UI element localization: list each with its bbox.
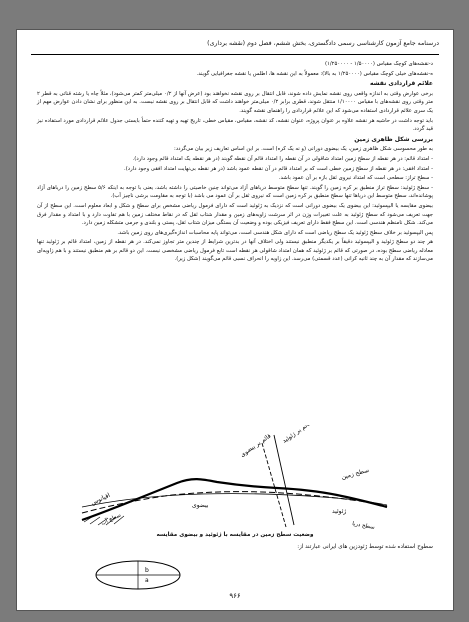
label-ocean: اقیانوس <box>89 491 112 507</box>
page-number: ۹۶۶ <box>229 592 241 600</box>
section-heading: بررسی شکل ظاهری زمین <box>354 135 433 143</box>
paragraph: برخی عوارض وقتی به اندازه واقعی روی نقشه نمایش داده شوند، قابل انتقال بر روی نقشه نخواهند بود (عرض آنها از ۰/۲ میلی‌متر کمتر می‌شود)، مثلاً چاه یا رشته قناتی به قطر ۲ متر وقتی روی نقشه‌های با مقیاس ۱/۱۰۰۰۰ منتقل شوند، قطری برابر ۰/۲ میلی‌متر خواهند داشت که قابل انتقال بر روی نقشه نیست. به این منظور برای نشان دادن عوارض مهم از یک سری علائم قراردادی استفاده می‌شود که این علائم قراردادی را راهنمای نقشه گویند. <box>37 90 433 114</box>
label-a: a <box>145 577 149 584</box>
figure-caption: وضعیت سطح زمین در مقایسه با ژئوئید و بیضوی مقایسه <box>156 532 314 538</box>
label-sea-level: سطح دریا <box>351 521 376 530</box>
ellipsoid-vertical <box>262 443 286 527</box>
geoid-vertical <box>274 435 294 525</box>
document-page <box>17 30 453 610</box>
figure-svg <box>62 425 397 530</box>
body-text <box>37 60 433 265</box>
ellipse-svg <box>93 559 183 591</box>
paragraph: به طور محسوسی شکل ظاهری زمین، یک بیضوی دورانی (و نه یک کره) است. بر این اساس تعاریف زیر بیان می‌گردد: <box>174 146 433 153</box>
label-geoid: ژئوئید <box>332 508 347 515</box>
geoid-ellipsoid-figure <box>62 425 397 530</box>
label-land-sea: سطح آب <box>100 512 122 527</box>
label-vertical-ellipsoid: قائم بر بیضوی <box>239 432 273 459</box>
label-vertical-geoid: قائم بر ژئوئید <box>281 425 313 445</box>
label-earth-surface: سطح زمین <box>340 466 370 481</box>
paragraph: - امتداد قائم: در هر نقطه از سطح زمین امتداد شاقولی در آن نقطه را امتداد قائم آن نقطه گویند (در هر نقطه یک امتداد قائم وجود دارد). <box>132 155 433 162</box>
paragraph: بیضوی مقایسه یا الیپسوئید: این بیضوی یک بیضوی دورانی است که نزدیک به ژئوئید است که دارای فرمول ریاضی مشخص برای سطح و شکل و ابعاد معلوم است. این سطح از آن جهت تعریف می‌شود که سطح ژئوئید به علت تغییرات وزن در اثر سرشت زاویه‌های زمین و مقدار شتاب ثقل که در نقاط مختلف زمین با هم تفاوت دارد و با امتداد و مقدار فرق می‌کند. شکل نامنظم هندسی است. این سطح فقط دارای تعریف فیزیکی بوده و وضعیت آن بستگی میزان شتاب ثقل، پستی و بلندی و جرمی متشکله زمین دارد. <box>37 202 433 227</box>
header-divider <box>31 54 439 55</box>
paragraph: د-نقشه‌های کوچک مقیاس (۱/۵۰۰۰۰ - ۱/۲۵۰۰۰۰) <box>324 61 433 67</box>
paragraph: باید توجه داشت در حاشیه هر نقشه علاوه بر عنوان پروژه، عنوان نقشه، کد نقشه، مقیاس، مقیاس خطی، تاریخ تهیه و تهیه کننده حتماً بایستی جدول علائم قراردادی مورد استفاده نیز قید گردد. <box>37 117 433 133</box>
ellipse-diagram <box>93 559 183 591</box>
section-heading: علائم قراردادی نقشه <box>370 80 433 88</box>
label-b: b <box>145 567 149 574</box>
paragraph: - سطح ژئوئید: سطح تراز منطبق بر کره زمین را گویند. تنها سطح متوسط دریاهای آزاد می‌تواند چنین خاصیتی را داشته باشد، یعنی با توجه به اینکه ۵/۶ سطح زمین را دریاهای آزاد پوشانده‌اند، سطح متوسط این دریاها تنها سطح منطبق بر کره زمین است که نیروی ثقل بر آن عمود می باشد (با توجه به مقاومت برشی ناچیز آب). <box>37 184 433 200</box>
paragraph: پس الیپسوئید بر خلاف سطح ژئوئید یک سطح ریاضی است که دارای شکل هندسی است، می‌تواند پایه محاسبات اندازه‌گیری‌های روی زمین باشد. <box>117 229 433 236</box>
surfaces-intro: سطوح استفاده شده توسط ژئودزین های ایرانی عبارتند از: <box>297 544 433 550</box>
label-ellipsoid: بیضوی <box>192 502 209 509</box>
paragraph: ه-نقشه‌های خیلی کوچک مقیاس (۱/۲۵۰۰۰۰ به بالا): معمولاً به این نقشه ها، اطلس یا نقشه جغرافیایی گویند. <box>196 70 433 77</box>
running-header: درسنامه جامع آزمون کارشناسی رسمی دادگستری، بخش ششم، فصل دوم (نقشه برداری) <box>207 40 439 47</box>
paragraph: هر چند دو سطح ژئوئید و الیپسوئید دقیقاً بر یکدیگر منطبق نیستند ولی اختلاف آنها در بدترین شرایط از چندین متر تجاوز نمی‌کند. در هر نقطه از زمین، امتداد قائم بر ژئوئید تنها معادله ریاضی سطح بوده، در صورتی که قائم بر ژئوئید که همان امتداد شاقولی هر نقطه است تابع فرمول ریاضی مشخصی نیست. این دو قائم بر هم منطبق نیستند و با هم زاویه‌ای می‌سازند که مقدار آن به چند ثانیه کرانی (عدد قسمتی) می‌رسد. این زاویه را انحراف نسبی قائم می‌گویند (شکل زیر). <box>37 239 433 263</box>
paragraph: - امتداد افقی: در هر نقطه از سطح زمین خطی است که بر امتداد قائم در آن نقطه عمود باشد (در هر نقطه بی‌نهایت امتداد افقی وجود دارد). <box>124 165 433 172</box>
paragraph: - سطح تراز: سطحی است که امتداد نیروی ثقل بازه بر آن عمود باشد. <box>278 175 433 182</box>
